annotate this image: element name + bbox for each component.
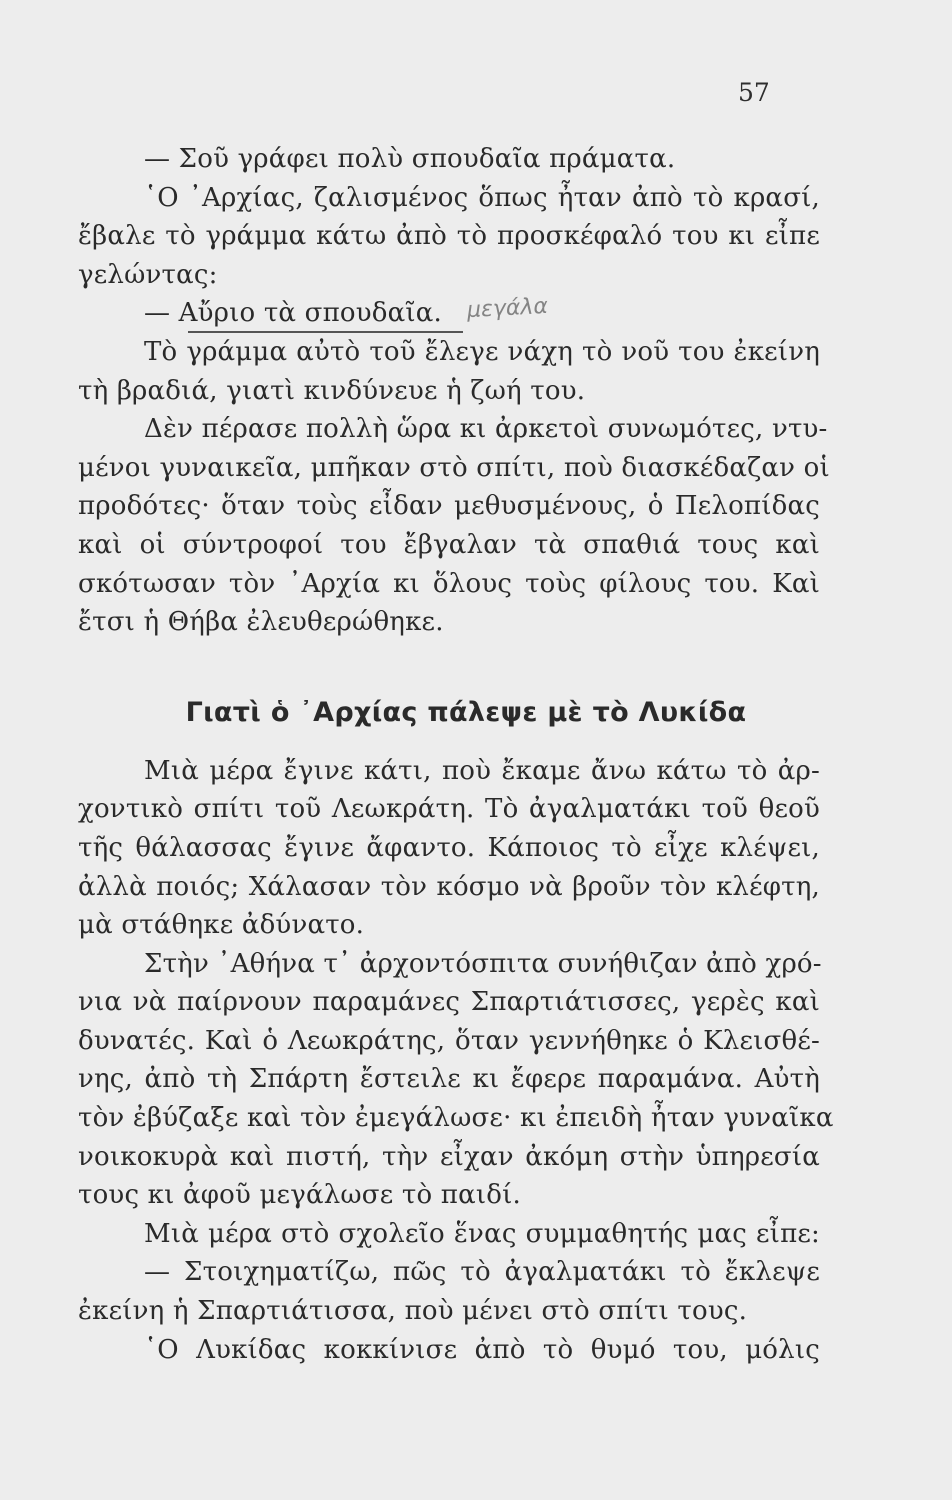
text-line: νοικοκυρὰ καὶ πιστή, τὴν εἶχαν ἀκόμη στὴν ὑπηρεσία [78,1141,820,1172]
text-line: προδότες· ὅταν τοὺς εἶδαν μεθυσμένους, ὁ Πελοπίδας [78,491,820,522]
text-line: μένοι γυναικεῖα, μπῆκαν στὸ σπίτι, ποὺ διασκέδαζαν οἱ [78,452,830,483]
text-line: τὴ βραδιά, γιατὶ κινδύνευε ἡ ζωή του. [78,375,586,406]
text-line: ἀλλὰ ποιός; Χάλασαν τὸν κόσμο νὰ βροῦν τὸν κλέφτη, [78,871,820,902]
section-before-heading [78,140,830,642]
text-line: ἔτσι ἡ Θήβα ἐλευθερώθηκε. [78,607,444,638]
text-line: — Σοῦ γράφει πολὺ σπουδαῖα πράματα. [144,144,676,174]
text-line: νια νὰ παίρνουν παραμάνες Σπαρτιάτισσες, γερὲς καὶ [78,987,820,1018]
text-line: Μιὰ μέρα στὸ σχολεῖο ἕνας συμμαθητής μας εἶπε: [144,1218,820,1249]
text-line: Δὲν πέρασε πολλὴ ὥρα κι ἀρκετοὶ συνωμότες, ντυ- [144,414,828,445]
text-line: ἔβαλε τὸ γράμμα κάτω ἀπὸ τὸ προσκέφαλό του κι εἶπε [78,221,820,252]
text-line: — Αὔριο τὰ σπουδαῖα. [144,298,442,329]
text-line: τους κι ἀφοῦ μεγάλωσε τὸ παιδί. [78,1180,521,1211]
text-line: μὰ στάθηκε ἀδύνατο. [78,910,365,941]
text-line: τὸν ἐβύζαξε καὶ τὸν ἐμεγάλωσε· κι ἐπειδὴ ἦταν γυναῖκα [78,1103,834,1134]
section-after-heading [78,752,834,1370]
text-line: σκότωσαν τὸν ᾿Αρχία κι ὅλους τοὺς φίλους του. Καὶ [78,568,820,599]
text-line: Τὸ γράμμα αὐτὸ τοῦ ἔλεγε νάχη τὸ νοῦ του ἐκείνη [144,336,820,367]
text-line: Στὴν ᾿Αθήνα τ᾿ ἀρχοντόσπιτα συνήθιζαν ἀπὸ χρό- [144,948,822,979]
text-line: δυνατές. Καὶ ὁ Λεωκράτης, ὅταν γεννήθηκε ὁ Κλεισθέ- [78,1025,820,1056]
page-number: 57 [738,78,770,107]
text-line: ῾Ο Λυκίδας κοκκίνισε ἀπὸ τὸ θυμό του, μόλις [144,1334,820,1365]
handwritten-note: μεγάλα [466,293,549,324]
chapter-heading: Γιατὶ ὁ ᾿Αρχίας πάλεψε μὲ τὸ Λυκίδα [185,696,747,728]
text-line: τῆς θάλασσας ἔγινε ἄφαντο. Κάποιος τὸ εἶχε κλέψει, [78,832,820,863]
heading-spacer [78,642,820,694]
text-line: Μιὰ μέρα ἔγινε κάτι, ποὺ ἔκαμε ἄνω κάτω τὸ ἀρ- [144,755,820,786]
text-line: χοντικὸ σπίτι τοῦ Λεωκράτη. Τὸ ἀγαλματάκι τοῦ θεοῦ [78,794,820,825]
heading-spacer-after [78,732,820,752]
text-line: — Στοιχηματίζω, πῶς τὸ ἀγαλματάκι τὸ ἔκλεψε [144,1257,820,1288]
text-line: ἐκείνη ἡ Σπαρτιάτισσα, ποὺ μένει στὸ σπίτι τους. [78,1296,748,1327]
text-line: καὶ οἱ σύντροφοί του ἔβγαλαν τὰ σπαθιά τους καὶ [78,529,820,560]
text-line: ῾Ο ᾿Αρχίας, ζαλισμένος ὅπως ἦταν ἀπὸ τὸ κρασί, [144,182,820,213]
text-line: νης, ἀπὸ τὴ Σπάρτη ἔστειλε κι ἔφερε παραμάνα. Αὐτὴ [78,1064,820,1095]
body-text [78,140,834,1369]
text-line: γελώντας: [78,259,218,290]
